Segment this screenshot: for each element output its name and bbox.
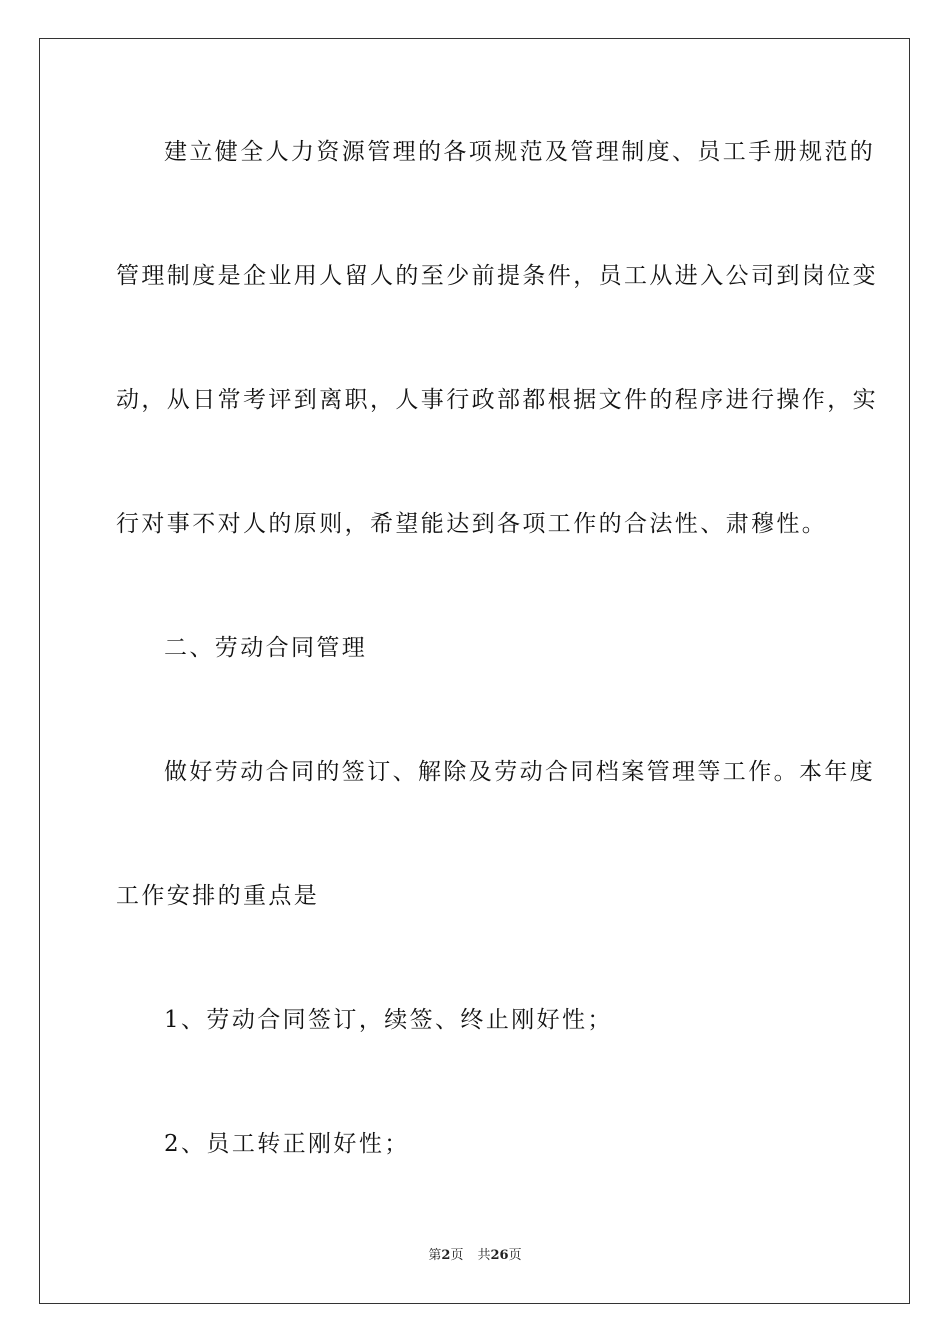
page-prefix: 第: [428, 1248, 442, 1263]
paragraph-line-6: 工作安排的重点是: [116, 883, 320, 909]
page-border: [39, 38, 910, 1304]
paragraph-line-4: 行对事不对人的原则，希望能达到各项工作的合法性、肃穆性。: [116, 511, 828, 537]
page-footer: [0, 1247, 950, 1265]
total-pages: 26: [490, 1248, 509, 1263]
list-item-1: 1、劳动合同签订，续签、终止刚好性；: [164, 1007, 613, 1033]
paragraph-line-3: 动，从日常考评到离职，人事行政部都根据文件的程序进行操作，实: [116, 387, 878, 413]
page-number: 2: [441, 1248, 451, 1263]
page-suffix: 页: [450, 1248, 464, 1263]
list-item-2: 2、员工转正刚好性；: [164, 1131, 410, 1157]
paragraph-line-1: 建立健全人力资源管理的各项规范及管理制度、员工手册规范的: [164, 139, 876, 165]
paragraph-line-2: 管理制度是企业用人留人的至少前提条件，员工从进入公司到岗位变: [116, 263, 878, 289]
paragraph-line-5: 做好劳动合同的签订、解除及劳动合同档案管理等工作。本年度: [164, 759, 876, 785]
total-suffix: 页: [508, 1248, 522, 1263]
total-prefix: 共: [477, 1248, 491, 1263]
section-heading: 二、劳动合同管理: [164, 635, 368, 661]
